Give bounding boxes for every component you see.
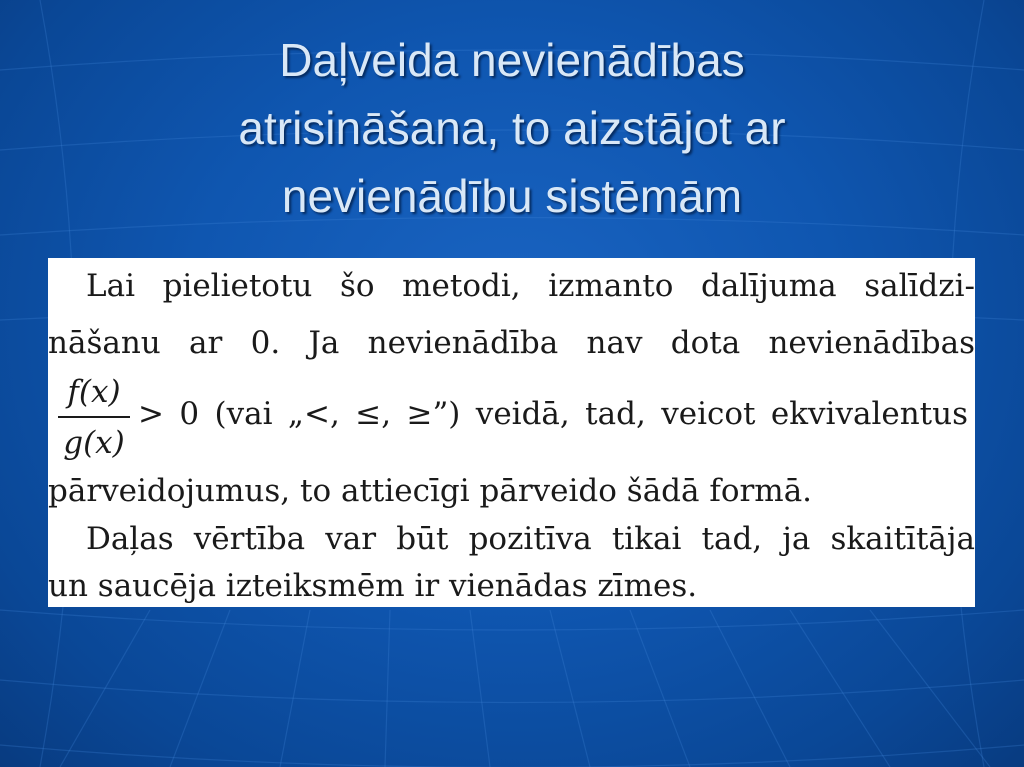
slide-title-line: nevienādību sistēmām xyxy=(281,170,743,222)
text-excerpt-box xyxy=(48,258,975,607)
fraction-bar xyxy=(58,416,130,418)
fraction-f-over-g xyxy=(54,370,134,465)
text-line: nāšanu ar 0. Ja nevienādība nav dota nevienādības xyxy=(48,325,975,361)
slide-title-line: Daļveida nevienādības xyxy=(279,34,745,86)
text-line: > 0 (vai „<, ≤, ≥”) veidā, tad, veicot ekvivalentus xyxy=(138,396,968,432)
slide-title-line: atrisināšana, to aizstājot ar xyxy=(238,102,786,154)
text-line: Daļas vērtība var būt pozitīva tikai tad, ja skaitītāja xyxy=(86,521,975,557)
fraction-numerator: f(x) xyxy=(67,374,121,410)
fraction-denominator: g(x) xyxy=(63,425,125,461)
text-line: Lai pielietotu šo metodi, izmanto dalījuma salīdzi- xyxy=(86,268,975,304)
text-line: un saucēja izteiksmēm ir vienādas zīmes. xyxy=(48,568,698,604)
slide-title xyxy=(70,26,954,230)
text-line: pārveidojumus, to attiecīgi pārveido šādā formā. xyxy=(48,473,813,509)
